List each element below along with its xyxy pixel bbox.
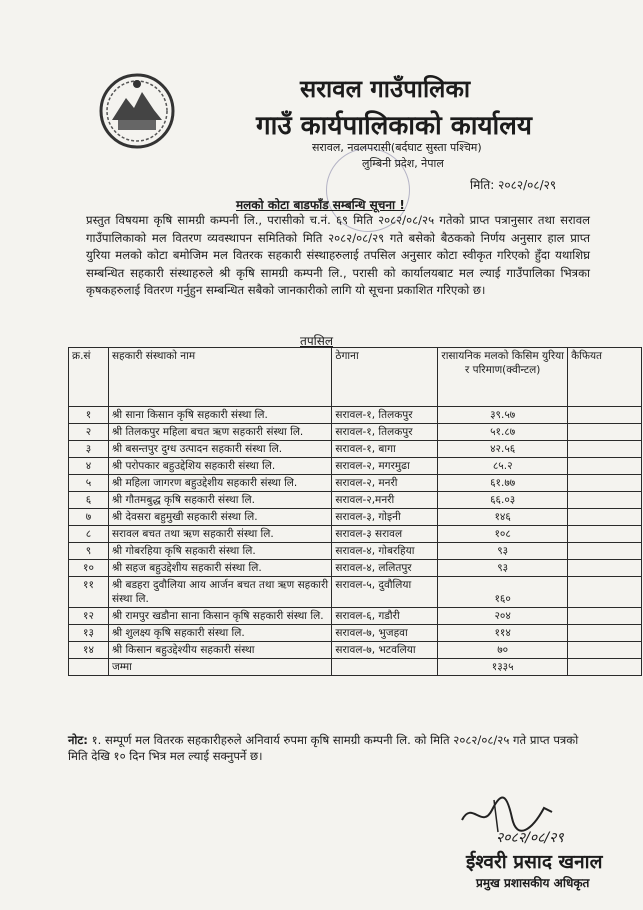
row-quantity: ९३ (438, 543, 568, 560)
row-sn: १४ (69, 642, 109, 659)
total-remarks (568, 659, 642, 676)
table-caption: तपसिल (300, 334, 334, 348)
row-remarks (568, 475, 642, 492)
header-remarks: कैफियत (568, 348, 642, 407)
row-quantity: १६० (438, 577, 568, 608)
row-address: सरावल-५, दुवौलिया (332, 577, 438, 608)
row-address: सरावल-१, तिलकपुर (332, 424, 438, 441)
row-name: श्री तिलकपुर महिला बचत ऋण सहकारी संस्था लि. (108, 424, 331, 441)
quota-table (68, 347, 642, 676)
row-sn: ६ (69, 492, 109, 509)
row-sn: ७ (69, 509, 109, 526)
header-name: सहकारी संस्थाको नाम (108, 348, 331, 407)
notice-date (470, 176, 556, 193)
table-row (69, 492, 642, 509)
table-header-row (69, 348, 642, 407)
row-sn: २ (69, 424, 109, 441)
office-name: गाउँ कार्यपालिकाको कार्यालय (256, 111, 532, 141)
table-row (69, 560, 642, 577)
row-quantity: ४२.५६ (438, 441, 568, 458)
row-remarks (568, 543, 642, 560)
signer-name: ईश्वरी प्रसाद खनाल (466, 851, 603, 873)
row-quantity: ५१.८७ (438, 424, 568, 441)
row-name: श्री सहज बहुउद्देशीय सहकारी संस्था लि. (108, 560, 331, 577)
header-address: ठेगाना (332, 348, 438, 407)
row-quantity: ३९.५७ (438, 407, 568, 424)
row-sn: ३ (69, 441, 109, 458)
table-row (69, 577, 642, 608)
row-quantity: ६१.७७ (438, 475, 568, 492)
row-sn: १२ (69, 608, 109, 625)
row-sn: ११ (69, 577, 109, 608)
table-row (69, 424, 642, 441)
row-name: सरावल बचत तथा ऋण सहकारी संस्था लि. (108, 526, 331, 543)
row-name: श्री बसन्तपुर दुग्ध उत्पादन सहकारी संस्था लि. (108, 441, 331, 458)
table-row (69, 475, 642, 492)
row-sn: १ (69, 407, 109, 424)
row-address: सरावल-२, मनरी (332, 475, 438, 492)
table-row (69, 526, 642, 543)
row-address: सरावल-३, गोइनी (332, 509, 438, 526)
row-sn: १३ (69, 625, 109, 642)
total-sn (69, 659, 109, 676)
row-remarks (568, 642, 642, 659)
row-address: सरावल-७, भटवलिया (332, 642, 438, 659)
row-quantity: ७० (438, 642, 568, 659)
nepal-emblem-icon (96, 70, 178, 152)
signer-title: प्रमुख प्रशासकीय अधिकृत (476, 876, 590, 890)
row-sn: १० (69, 560, 109, 577)
row-address: सरावल-१, तिलकपुर (332, 407, 438, 424)
office-address: सरावल, नवलपरासी(बर्दघाट सुस्ता पश्चिम) (312, 141, 482, 154)
row-address: सरावल-६, गडौरी (332, 608, 438, 625)
total-address (332, 659, 438, 676)
row-quantity: १०८ (438, 526, 568, 543)
table-row (69, 642, 642, 659)
table-row (69, 441, 642, 458)
row-quantity: ११४ (438, 625, 568, 642)
note-text: १. सम्पूर्ण मल वितरक सहकारीहरुले अनिवार्य रुपमा कृषि सामग्री कम्पनी लि. को मिति २०८२/०८/२५ गते प्राप्त पत्रको मिति देखि १० दिन भित्र मल ल्याई सक्नुपर्ने छ। (68, 733, 579, 763)
row-quantity: ९३ (438, 560, 568, 577)
total-label: जम्मा (108, 659, 331, 676)
table-row (69, 625, 642, 642)
row-address: सरावल-१, बागा (332, 441, 438, 458)
row-remarks (568, 458, 642, 475)
total-value: १३३५ (438, 659, 568, 676)
table-row (69, 543, 642, 560)
row-name: श्री साना किसान कृषि सहकारी संस्था लि. (108, 407, 331, 424)
row-sn: ५ (69, 475, 109, 492)
row-remarks (568, 509, 642, 526)
date-label: मिति: (470, 178, 495, 192)
row-address: सरावल-३ सरावल (332, 526, 438, 543)
row-remarks (568, 608, 642, 625)
row-name: श्री गौतमबुद्ध कृषि सहकारी संस्था लि. (108, 492, 331, 509)
row-name: श्री गोबरहिया कृषि सहकारी संस्था लि. (108, 543, 331, 560)
header-sn: क्र.सं (69, 348, 109, 407)
date-value: २०८२/०८/२९ (498, 178, 557, 192)
row-sn: ८ (69, 526, 109, 543)
row-address: सरावल-४, ललितपुर (332, 560, 438, 577)
row-name: श्री शुलक्ष्य कृषि सहकारी संस्था लि. (108, 625, 331, 642)
table-row (69, 407, 642, 424)
row-address: सरावल-७, भुजहवा (332, 625, 438, 642)
row-address: सरावल-२,मनरी (332, 492, 438, 509)
row-quantity: १४६ (438, 509, 568, 526)
notice-title: मलको कोटा बाडफाँड सम्बन्धि सूचना ! (236, 198, 405, 212)
row-name: श्री बडहरा दुवौलिया आय आर्जन बचत तथा ऋण सहकारी संस्था लि. (108, 577, 331, 608)
row-quantity: ८५.२ (438, 458, 568, 475)
signature-date: २०८२/०८/२९ (496, 830, 564, 846)
notice-note (68, 732, 588, 764)
row-name: श्री रामपुर खडौना साना किसान कृषि सहकारी संस्था लि. (108, 608, 331, 625)
row-remarks (568, 424, 642, 441)
row-remarks (568, 625, 642, 642)
row-remarks (568, 407, 642, 424)
row-remarks (568, 560, 642, 577)
row-sn: ९ (69, 543, 109, 560)
header-quantity: रासायनिक मलको किसिम युरिया र परिमाण(क्वीन्टल) (438, 348, 568, 407)
row-remarks (568, 577, 642, 608)
row-address: सरावल-२, मगरमुढा (332, 458, 438, 475)
row-name: श्री महिला जागरण बहुउद्देशीय सहकारी संस्था लि. (108, 475, 331, 492)
notice-body: प्रस्तुत विषयमा कृषि सामग्री कम्पनी लि., परासीको च.नं. ६९ मिति २०८२/०८/२५ गतेको प्राप्त पत्रानुसार तथा सरावल गाउँपालिकाको मल वितरण व्यवस्थापन समितिको मिति २०८२/०८/२९ गते बसेको बैठकको निर्णय अनुसार हाल प्राप्त युरिया मलको कोटा बमोजिम मल वितरक सहकारी संस्थाहरुलाई तपसिल अनुसार कोटा स्वीकृत गरिएको हुँदा यथाशिघ्र सम्बन्धित सहकारी संस्थाहरुले श्री कृषि सामग्री कम्पनी लि., परासी को कार्यालयबाट मल ल्याई गाउँपालिका भित्रका कृषकहरुलाई वितरण गर्नुहुन सम्बन्धित सबैको जानकारीको लागि यो सूचना प्रकाशित गरिएको छ। (86, 213, 590, 298)
table-total-row (69, 659, 642, 676)
row-remarks (568, 441, 642, 458)
table-row (69, 458, 642, 475)
row-address: सरावल-४, गोबरहिया (332, 543, 438, 560)
row-remarks (568, 526, 642, 543)
row-quantity: २०४ (438, 608, 568, 625)
row-name: श्री किसान बहुउद्देश्यीय सहकारी संस्था (108, 642, 331, 659)
municipality-name: सरावल गाउँपालिका (300, 74, 471, 103)
note-label: नोट: (68, 733, 88, 747)
table-row (69, 608, 642, 625)
row-quantity: ६६.०३ (438, 492, 568, 509)
row-name: श्री परोपकार बहुउद्देशिय सहकारी संस्था लि. (108, 458, 331, 475)
row-remarks (568, 492, 642, 509)
table-row (69, 509, 642, 526)
row-name: श्री देवसरा बहुमुखी सहकारी संस्था लि. (108, 509, 331, 526)
office-province: लुम्बिनी प्रदेश, नेपाल (362, 157, 444, 170)
row-sn: ४ (69, 458, 109, 475)
